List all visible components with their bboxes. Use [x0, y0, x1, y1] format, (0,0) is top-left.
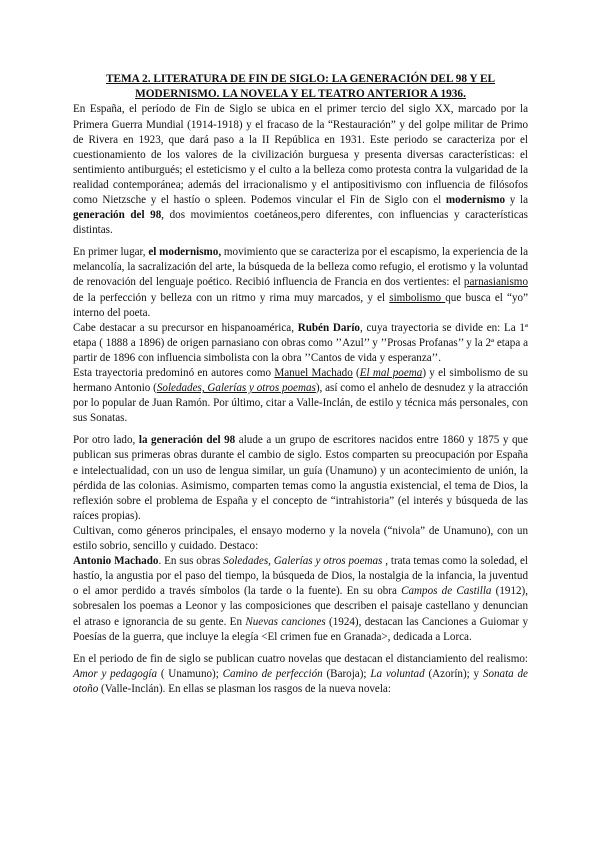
work-title-nuevas-canciones: Nuevas canciones — [245, 615, 326, 628]
text-run: de la perfección y belleza con un ritmo y rima muy marcados, y el — [73, 291, 390, 304]
text-run: alude a un grupo de escritores nacidos entre 1860 y 1875 y que publican sus primeras obras durante el cambio de siglo. Estos comparten su preocupación por España e intelectualidad, con un uso de lengua similar, un guía (Unamuno) y un acontecimiento de unión, la pérdida de las colonias. Asimismo, comparten temas como la angustia existencial, el tema de Dios, la reflexión sobre el problema de España y el concepto de “intrahistoria” (el interés y búsqueda de las raíces propias). — [73, 434, 528, 522]
machado-paragraph — [73, 366, 528, 426]
text-run: y la — [505, 193, 528, 206]
text-run: que busca el “yo” interno del poeta. — [73, 291, 529, 319]
text-run: En primer lugar, — [73, 246, 149, 259]
title-line-2: MODERNISMO. LA NOVELA Y EL TEATRO ANTERIOR A 1936. — [135, 88, 466, 101]
text-run: (Baroja); — [322, 667, 371, 680]
antonio-machado-paragraph — [73, 554, 528, 645]
text-run: , dos movimientos coetáneos,pero diferentes, con influencias y características distintas. — [73, 209, 529, 237]
text-run: Cabe destacar a su precursor en hispanoamérica, — [73, 321, 298, 334]
work-title-soledades: Soledades, Galerías y otros poemas — [223, 555, 386, 568]
bold-term: el modernismo, — [148, 246, 222, 259]
text-run: (Azorín); y — [424, 667, 483, 680]
generacion-98-paragraph — [73, 433, 528, 524]
novelas-paragraph — [73, 652, 528, 697]
text-run: (1924), destacan las Canciones a Guiomar y Poesías de la guerra, que incluye la elegía <El crimen fue en Granada>, dedicada a Lorca. — [73, 615, 528, 643]
work-title-sonata-de-otono: Sonata de otoño — [73, 667, 528, 695]
text-run: . En sus obras — [158, 555, 224, 568]
document-title — [73, 72, 528, 102]
text-run: , cuya trayectoria se divide en: La 1ª etapa ( 1888 a 1896) de origen parnasiano con obras como ’’Azul’’ y ’’Prosas Profanas’’ y la 2ª etapa a partir de 1896 con influencia simbolista con la obra ’’Cantos de vida y esperanza’’. — [73, 321, 528, 364]
work-title-amor-y-pedagogia: Amor y pedagogía — [73, 667, 158, 680]
bold-term-generacion-98: la generación del 98 — [138, 434, 236, 447]
intro-paragraph — [73, 102, 528, 238]
underlined-term-simbolismo: simbolismo — [389, 291, 446, 304]
title-line-1: TEMA 2. LITERATURA DE FIN DE SIGLO: LA GENERACIÓN DEL 98 Y EL — [105, 73, 496, 85]
work-title-camino-de-perfeccion: Camino de perfección — [222, 667, 323, 680]
work-title-el-mal-poema: El mal poema — [359, 367, 423, 379]
bold-name-antonio-machado: Antonio Machado — [73, 555, 159, 568]
bold-name-ruben-dario: Rubén Darío — [297, 321, 360, 334]
bold-term-modernismo: modernismo — [445, 193, 506, 206]
text-run: Esta trayectoria predominó en autores como — [73, 367, 275, 379]
bold-term-generacion-98: generación del 98 — [73, 209, 162, 222]
underlined-name-manuel-machado: Manuel Machado — [274, 367, 353, 379]
work-title-soledades: Soledades, Galerías y otros poemas — [156, 382, 316, 395]
text-run: , trata temas como la soledad, el hastío, la angustia por el paso del tiempo, la búsqueda de Dios, la nostalgia de la infancia, la juventud o el amor perdido a través símbolos (la tarde o la fuente). En su obra — [73, 555, 529, 598]
text-run: Cultivan, como géneros principales, el ensayo moderno y la novela (“nivola” de Unamuno), con un estilo sobrio, sencillo y cuidado. Destaco: — [73, 524, 528, 553]
work-title-la-voluntad: La voluntad — [370, 667, 425, 680]
underlined-term-parnasianismo: parnasianismo — [463, 276, 528, 289]
text-run: En el periodo de fin de siglo se publican cuatro novelas que destacan el distanciamiento del realismo: — [73, 652, 528, 665]
text-run: ), así como el anhelo de desnudez y la atracción por lo popular de Juan Ramón. Por último, citar a Valle-Inclán, de estilo y técnica más personales, con sus Sonatas. — [73, 382, 528, 425]
text-run: ) y el simbolismo de su hermano Antonio ( — [73, 367, 529, 395]
generos-paragraph — [73, 524, 528, 554]
text-run: (1912), sobresalen los poemas a Leonor y las composiciones que describen el paisaje castellano y denuncian el atraso e ignorancia de su gente. En — [73, 585, 529, 628]
text-run: En España, el período de Fin de Siglo se ubica en el primer tercio del siglo XX, marcado por la Primera Guerra Mundial (1914-1918) y el fracaso de la “Restauración” y del golpe militar de Primo de Rivera en 1923, que dará paso a la II República en 1931. Este periodo se caracteriza por el cuestionamiento de los valores de la civilización burguesa y presenta diversas características: el sentimiento antiburgués; el esteticismo y el culto a la belleza como protesta contra la vulgaridad de la realidad contemporánea; además del irracionalismo y el antipositivismo con influencia de filósofos como Nietzsche y el hastío o spleen. Podemos vincular el Fin de Siglo con el — [73, 103, 528, 206]
text-run: Por otro lado, — [73, 434, 139, 447]
text-run: (Valle-Inclán). En ellas se plasman los rasgos de la nueva novela: — [98, 682, 391, 695]
text-run: movimiento que se caracteriza por el escapismo, la experiencia de la melancolía, la sacralización del arte, la búsqueda de la belleza como refugio, el erotismo y la voluntad de renovación del lenguaje poético. Recibió influencia de Francia en dos vertientes: el — [73, 246, 528, 289]
work-title-campos-de-castilla: Campos de Castilla — [401, 585, 492, 598]
ruben-dario-paragraph — [73, 321, 528, 366]
text-run: ( Unamuno); — [157, 667, 223, 680]
modernismo-paragraph — [73, 245, 528, 320]
text-run: ( — [352, 367, 360, 379]
